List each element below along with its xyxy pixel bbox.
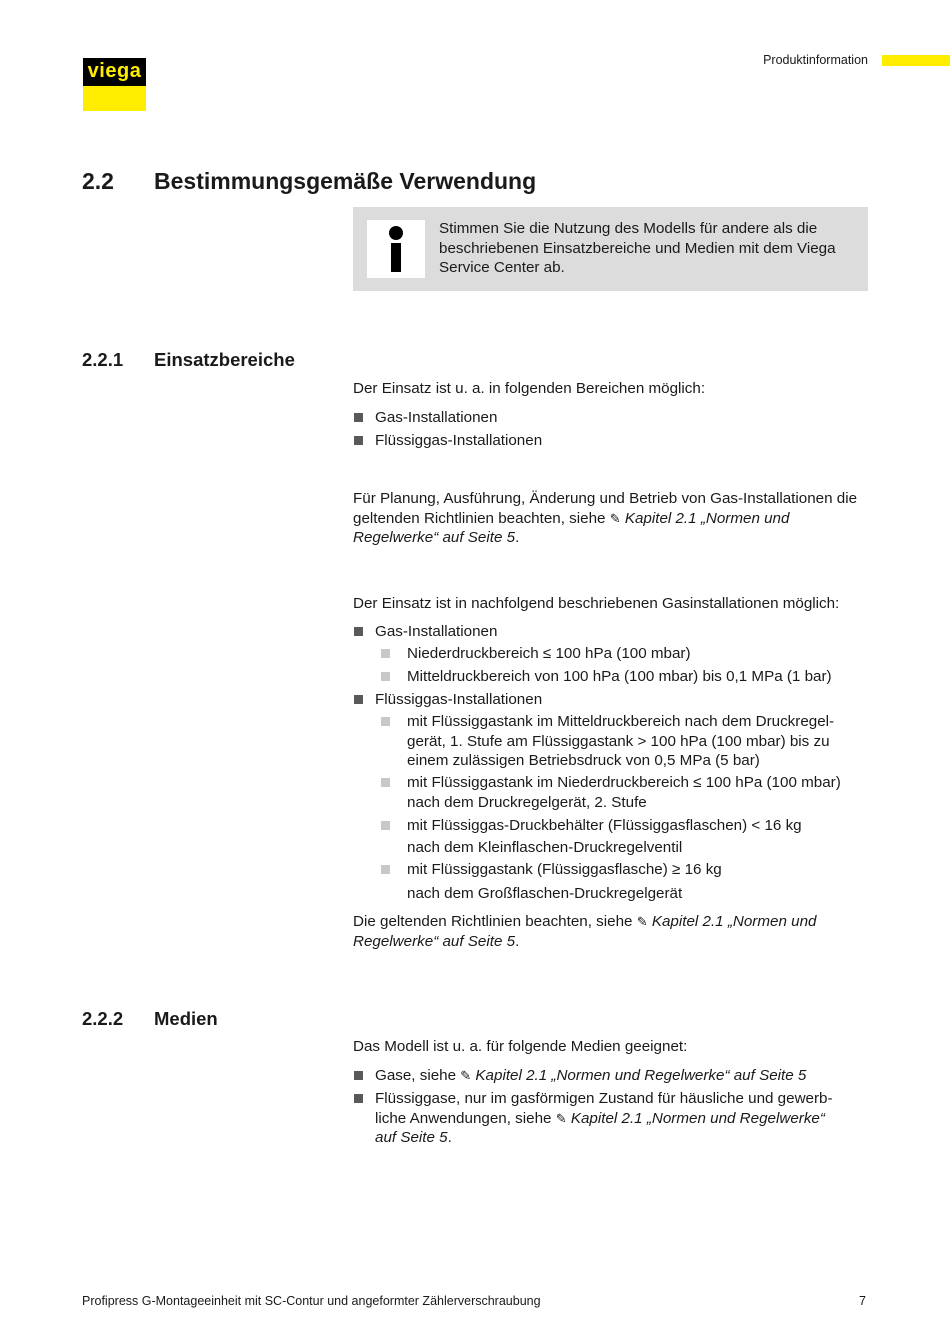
list-item: Gas-Installationen	[375, 409, 498, 426]
einsatz-paragraph-planung: Für Planung, Ausführung, Änderung und Betrieb von Gas-Installationen die geltenden Richtlinien beachten, siehe ✎ Kapitel 2.1 „Normen und Regelwerke“ auf Seite 5.	[353, 490, 858, 547]
sub-list-item: Mitteldruckbereich von 100 hPa (100 mbar) bis 0,1 MPa (1 bar)	[407, 668, 832, 685]
list-item: Flüssiggase, nur im gasförmigen Zustand für häusliche und gewerb- liche Anwendungen, siehe ✎ Kapitel 2.1 „Normen und Regelwerke“ auf Seite 5.	[375, 1090, 833, 1147]
einsatz-paragraph-richtlinien: Die geltenden Richtlinien beachten, siehe ✎ Kapitel 2.1 „Normen und Regelwerke“ auf Seite 5.	[353, 913, 817, 950]
reference-arrow-icon: ✎	[460, 1068, 472, 1083]
footer-product-name: Profipress G-Montageeinheit mit SC-Contur und angeformter Zählerverschraubung	[82, 1294, 541, 1308]
sub-bullet-square	[381, 821, 390, 830]
chapter-reference-link[interactable]: Regelwerke“ auf Seite 5	[353, 932, 516, 950]
chapter-reference-link[interactable]: Kapitel 2.1 „Normen und	[651, 913, 817, 930]
list-item: Flüssiggas-Installationen	[375, 432, 543, 449]
page-number: 7	[859, 1294, 866, 1308]
section-title: Bestimmungsgemäße Verwendung	[154, 168, 537, 194]
header-yellow-bar	[882, 55, 950, 66]
medien-intro: Das Modell ist u. a. für folgende Medien geeignet:	[353, 1038, 688, 1055]
sub-list-item: mit Flüssiggastank im Mitteldruckbereich nach dem Druckregel- gerät, 1. Stufe am Flüssiggastank > 100 hPa (100 mbar) bis zu einem zulässigen Betriebsdruck von 0,5 MPa (5 bar)	[407, 713, 835, 770]
header-label: Produktinformation	[763, 53, 868, 67]
list-item: Flüssiggas-Installationen	[375, 691, 543, 708]
chapter-reference-link[interactable]: Regelwerke“ auf Seite 5	[353, 529, 516, 547]
chapter-reference-link[interactable]: Kapitel 2.1 „Normen und Regelwerke“ auf Seite 5	[475, 1067, 807, 1084]
reference-arrow-icon: ✎	[609, 510, 621, 526]
bullet-square	[354, 695, 363, 704]
info-icon-dot	[389, 226, 403, 240]
reference-arrow-icon: ✎	[636, 914, 648, 929]
bullet-square	[354, 1071, 363, 1080]
subsection-title: Medien	[154, 1008, 218, 1029]
section-number: 2.2	[82, 168, 114, 194]
reference-arrow-icon: ✎	[555, 1110, 567, 1126]
bullet-square	[354, 627, 363, 636]
sub-bullet-square	[381, 672, 390, 681]
info-text: Stimmen Sie die Nutzung des Modells für andere als die beschriebenen Einsatzbereiche und Medien mit dem Viega Service Center ab.	[439, 220, 836, 277]
subsection-number: 2.2.2	[82, 1008, 124, 1029]
bullet-square	[354, 436, 363, 445]
bullet-square	[354, 413, 363, 422]
info-icon-bar	[391, 243, 401, 272]
list-item: Gase, siehe ✎ Kapitel 2.1 „Normen und Regelwerke“ auf Seite 5	[375, 1067, 807, 1084]
sub-list-item-continued: nach dem Großflaschen-Druckregelgerät	[407, 885, 683, 902]
bullet-square	[354, 1094, 363, 1103]
viega-logo: viega	[87, 60, 142, 82]
subsection-title: Einsatzbereiche	[154, 349, 295, 370]
einsatz-intro: Der Einsatz ist u. a. in folgenden Bereichen möglich:	[353, 380, 706, 397]
sub-bullet-square	[381, 865, 390, 874]
subsection-number: 2.2.1	[82, 349, 124, 370]
chapter-reference-link[interactable]: auf Seite 5	[375, 1129, 448, 1147]
sub-bullet-square	[381, 717, 390, 726]
list-item: Gas-Installationen	[375, 623, 498, 640]
einsatz-paragraph-gas: Der Einsatz ist in nachfolgend beschriebenen Gasinstallationen möglich:	[353, 595, 840, 612]
chapter-reference-link[interactable]: Kapitel 2.1 „Normen und Regelwerke“	[570, 1109, 825, 1127]
chapter-reference-link[interactable]: Kapitel 2.1 „Normen und	[624, 509, 790, 527]
sub-list-item: mit Flüssiggastank im Niederdruckbereich ≤ 100 hPa (100 mbar) nach dem Druckregelgerät, 2. Stufe	[407, 774, 841, 811]
sub-list-item: Niederdruckbereich ≤ 100 hPa (100 mbar)	[407, 645, 691, 662]
sub-bullet-square	[381, 649, 390, 658]
sub-list-item-continued: nach dem Kleinflaschen-Druckregelventil	[407, 839, 683, 856]
logo-yellow-bar	[83, 86, 146, 111]
sub-list-item: mit Flüssiggastank (Flüssiggasflasche) ≥ 16 kg	[407, 861, 722, 878]
sub-list-item: mit Flüssiggas-Druckbehälter (Flüssiggasflaschen) < 16 kg	[407, 817, 802, 834]
sub-bullet-square	[381, 778, 390, 787]
